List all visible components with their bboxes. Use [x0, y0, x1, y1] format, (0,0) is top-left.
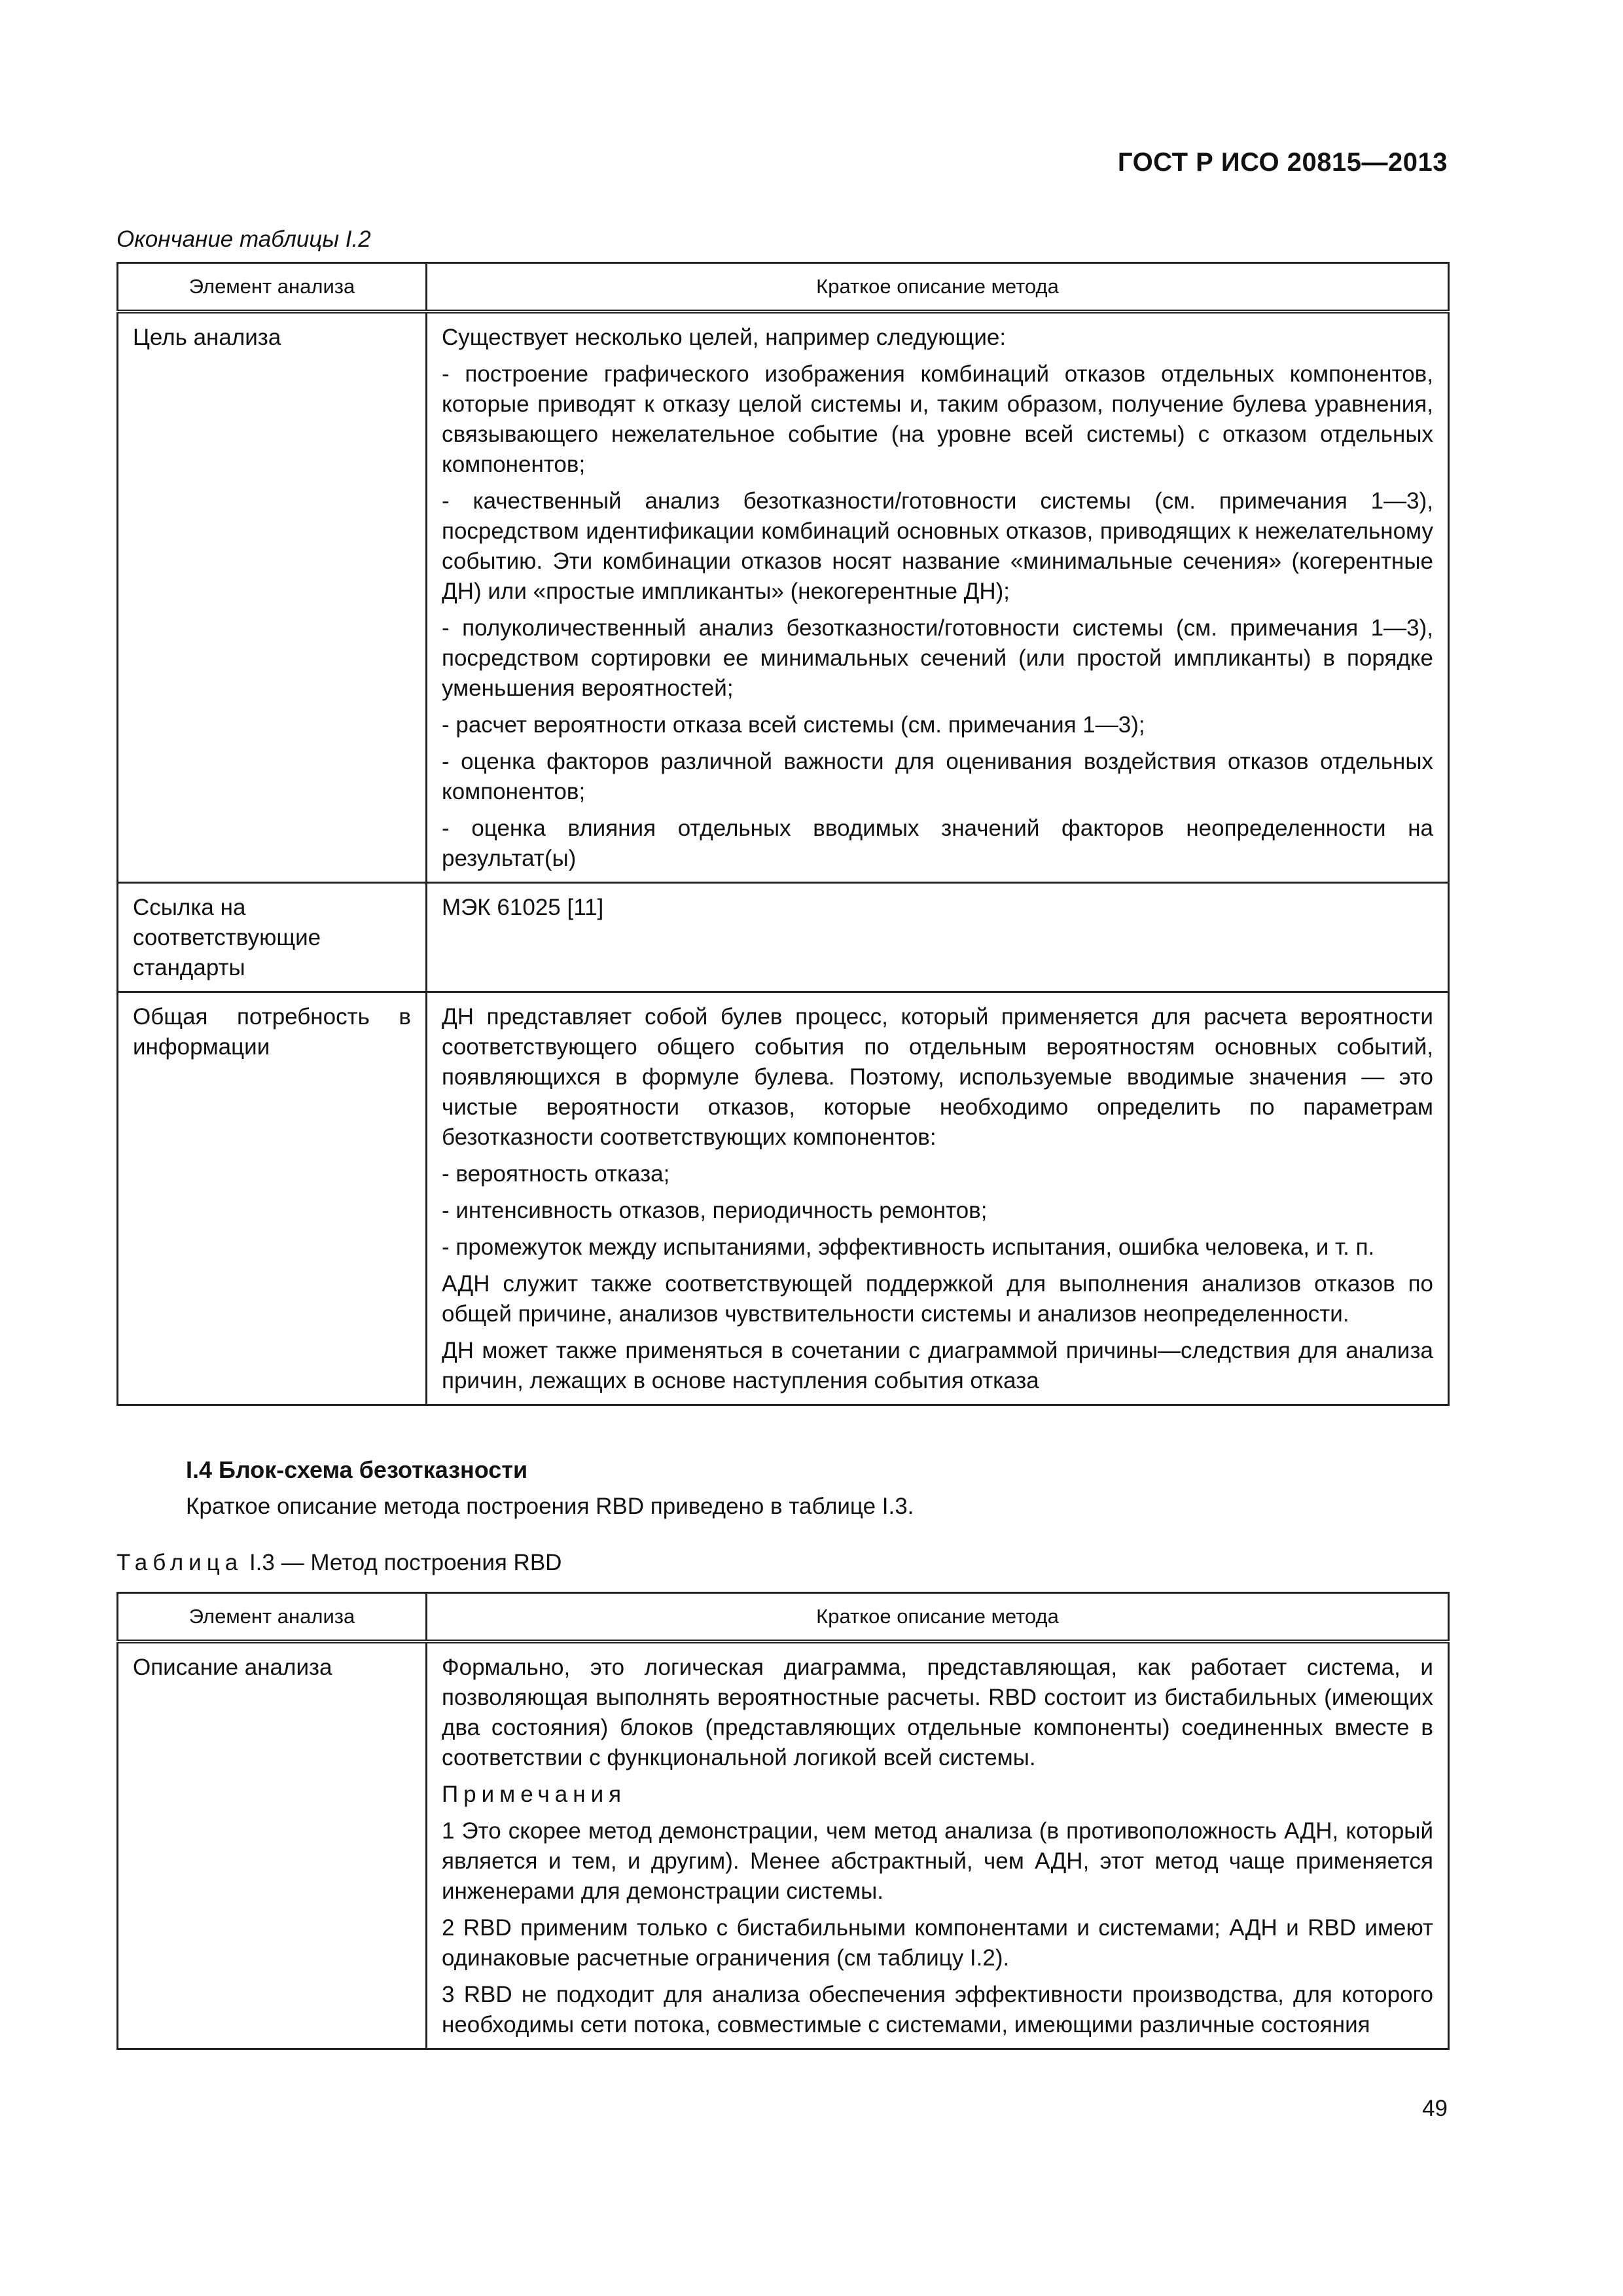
description-paragraph: ДН может также применяться в сочетании с диаграммой причины—следствия для анализа причин, лежащих в основе наступления события отказа: [442, 1338, 1433, 1393]
table-row-information-need: [118, 992, 1449, 1405]
description-paragraph: - интенсивность отказов, периодичность ремонтов;: [442, 1198, 988, 1223]
row-element-information-need: Общая потребность в информации: [118, 992, 427, 1405]
description-paragraph: АДН служит также соответствующей поддержкой для выполнения анализов отказов по общей причине, анализов чувствительности системы и анализов неопределенности.: [442, 1271, 1433, 1327]
note-paragraph: 3 RBD не подходит для анализа обеспечения эффективности производства, для которого необходимы сети потока, совместимые с системами, имеющими различные состояния: [442, 1982, 1433, 2037]
table-header-row: [118, 1593, 1449, 1642]
table-i3-rbd-method: [116, 1592, 1450, 2050]
note-paragraph: 2 RBD применим только с бистабильными компонентами и системами; АДН и RBD имеют одинаковые расчетные ограничения (см таблицу I.2).: [442, 1915, 1433, 1971]
description-paragraph: - промежуток между испытаниями, эффективность испытания, ошибка человека, и т. п.: [442, 1234, 1375, 1260]
description-paragraph: ДН представляет собой булев процесс, который применяется для расчета вероятности соответствующего общего события по отдельным вероятностям основных событий, появляющихся в формуле булева. Поэтому, используемые вводимые значения — это чистые вероятности отказов, которые необходимо определить по параметрам безотказности соответствующих компонентов:: [442, 1004, 1433, 1150]
row-description-information-need: [427, 992, 1449, 1405]
description-paragraph: - оценка факторов различной важности для оценивания воздействия отказов отдельных компонентов;: [442, 749, 1433, 804]
table-i2-continuation: [116, 262, 1450, 1406]
notes-heading: Примечания: [442, 1782, 627, 1807]
column-header-element: Элемент анализа: [118, 263, 427, 312]
row-element-goal: Цель анализа: [118, 312, 427, 883]
row-element-standards: Ссылка на соответствующие стандарты: [118, 883, 427, 992]
note-paragraph: 1 Это скорее метод демонстрации, чем метод анализа (в противоположность АДН, который является и тем, и другим). Менее абстрактный, чем АДН, этот метод чаще применяется инженерами для демонстрации системы.: [442, 1818, 1433, 1904]
row-description-standards: [427, 883, 1449, 992]
table2-caption: [116, 1550, 562, 1576]
row-description-analysis-description: [427, 1641, 1449, 2049]
page-number: 49: [1422, 2096, 1448, 2121]
row-element-analysis-description: Описание анализа: [118, 1641, 427, 2049]
description-paragraph: - построение графического изображения комбинаций отказов отдельных компонентов, которые приводят к отказу целой системы и, таким образом, получение булева уравнения, связывающего нежелательное событие (на уровне всей системы) с отказом отдельных компонентов;: [442, 361, 1433, 477]
description-paragraph: - качественный анализ безотказности/готовности системы (см. примечания 1—3), посредством идентификации комбинаций основных отказов, приводящих к нежелательному событию. Эти комбинации отказов носят название «минимальные сечения» (когерентные ДН) или «простые импликанты» (некогерентные ДН);: [442, 488, 1433, 604]
table-row-goal: [118, 312, 1449, 883]
description-paragraph: - полуколичественный анализ безотказности/готовности системы (см. примечания 1—3), посредством сортировки ее минимальных сечений (или простой импликанты) в порядке уменьшения вероятностей;: [442, 615, 1433, 701]
table1-caption: Окончание таблицы I.2: [116, 226, 371, 252]
table-header-row: [118, 263, 1449, 312]
table2-caption-label: Таблица: [116, 1550, 243, 1575]
description-paragraph: Формально, это логическая диаграмма, представляющая, как работает система, и позволяющая выполнять вероятностные расчеты. RBD состоит из бистабильных (имеющих два состояния) блоков (представляющих отдельные компоненты) соединенных вместе в соответствии с функциональной логикой всей системы.: [442, 1655, 1433, 1770]
column-header-description: Краткое описание метода: [427, 263, 1449, 312]
section-heading: I.4 Блок-схема безотказности: [186, 1456, 528, 1483]
column-header-description: Краткое описание метода: [427, 1593, 1449, 1642]
description-paragraph: МЭК 61025 [11]: [442, 895, 604, 920]
row-description-goal: [427, 312, 1449, 883]
table-row-analysis-description: [118, 1641, 1449, 2049]
document-standard-header: ГОСТ Р ИСО 20815—2013: [1117, 148, 1448, 177]
description-paragraph: Существует несколько целей, например следующие:: [442, 325, 1007, 350]
description-paragraph: - оценка влияния отдельных вводимых значений факторов неопределенности на результат(ы): [442, 816, 1433, 871]
description-paragraph: - расчет вероятности отказа всей системы (см. примечания 1—3);: [442, 712, 1145, 738]
section-intro-text: Краткое описание метода построения RBD приведено в таблице I.3.: [186, 1494, 914, 1519]
table-row-standards: [118, 883, 1449, 992]
column-header-element: Элемент анализа: [118, 1593, 427, 1642]
table2-caption-title: I.3 — Метод построения RBD: [243, 1550, 562, 1575]
description-paragraph: - вероятность отказа;: [442, 1161, 670, 1187]
